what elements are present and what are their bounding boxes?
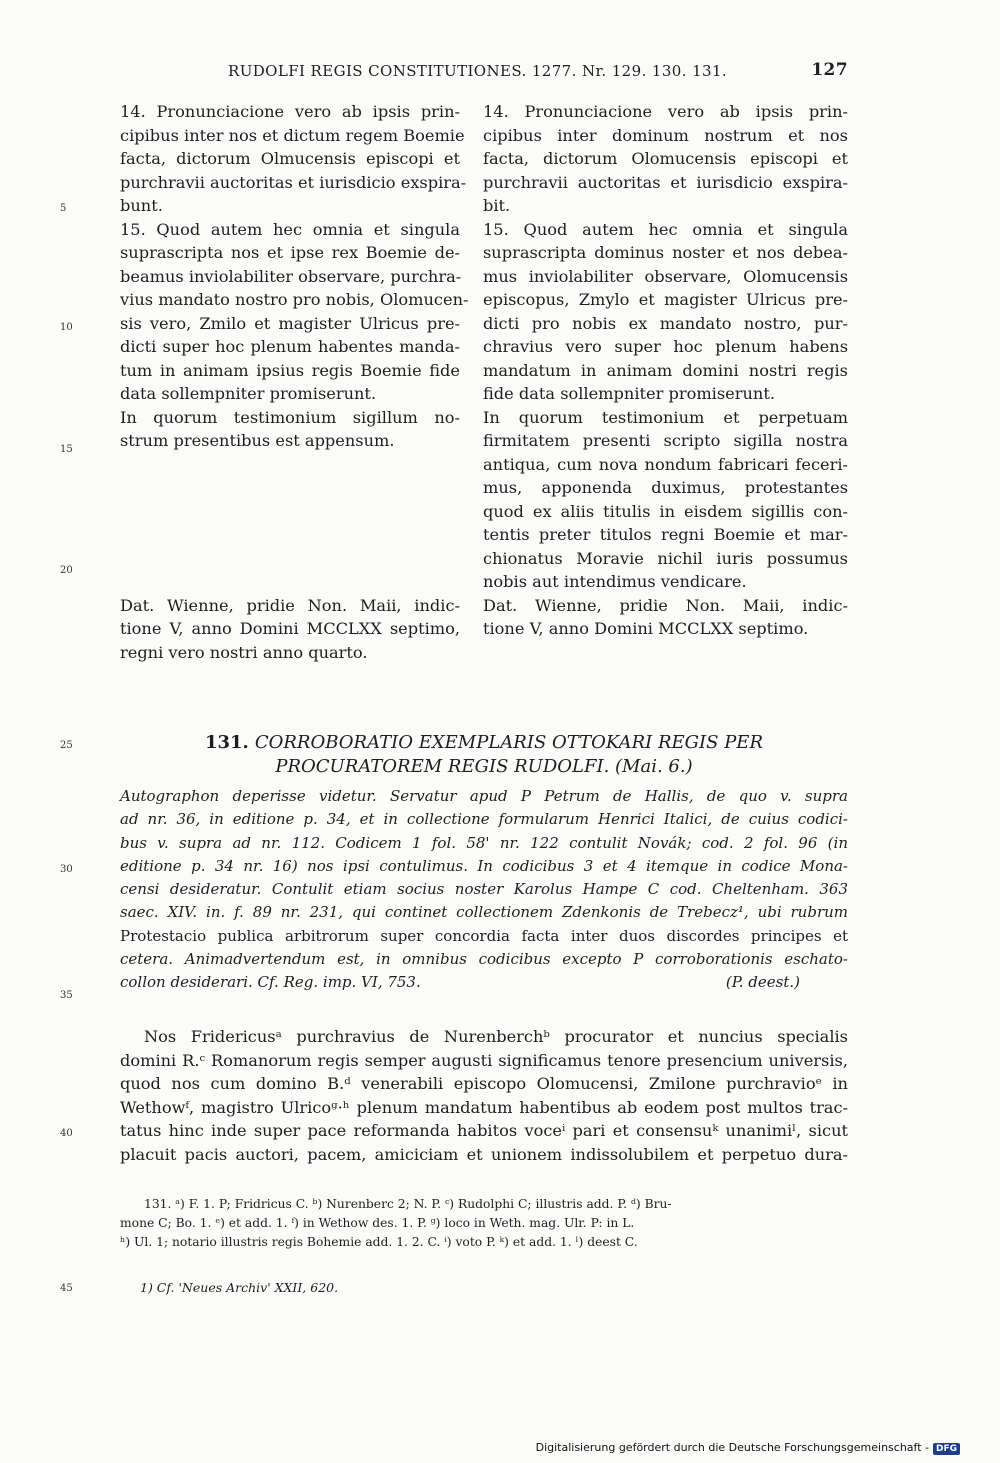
intro-line: editione p. 34 nr. 16) nos ipsi contulimus. In codicibus 3 et 4 itemque in codice Mona- <box>120 856 848 875</box>
left-line: 15. Quod autem hec omnia et singula <box>120 219 460 239</box>
footnotes <box>120 1195 848 1252</box>
footnote-reference: 1) Cf. 'Neues Archiv' XXII, 620. <box>140 1280 339 1295</box>
footnote-line: mone C; Bo. 1. ᵉ) et add. 1. ᶠ) in Wethow des. 1. P. ᵍ) loco in Weth. mag. Ulr. P: in L. <box>120 1216 635 1230</box>
right-line: chravius vero super hoc plenum habens <box>483 337 848 356</box>
body-line: Wethowᶠ, magistro Ulricoᵍ·ʰ plenum mandatum habentibus ab eodem post multos trac- <box>120 1097 848 1117</box>
left-line: vius mandato nostro pro nobis, Olomucen- <box>120 290 469 309</box>
left-line: strum presentibus est appensum. <box>120 431 395 450</box>
left-line: dicti super hoc plenum habentes manda- <box>120 337 460 356</box>
left-dat-line: regni vero nostri anno quarto. <box>120 642 368 662</box>
right-line: nobis aut intendimus vendicare. <box>483 572 747 591</box>
credit-text: Digitalisierung gefördert durch die Deutsche Forschungsgemeinschaft - <box>535 1441 929 1454</box>
line-number: 5 <box>60 203 67 214</box>
footnote-line: 131. ᵃ) F. 1. P; Fridricus C. ᵇ) Nurenberc 2; N. P. ᶜ) Rudolphi C; illustris add. P. ᵈ) Bru- <box>144 1197 672 1211</box>
intro-line: Protestacio publica arbitrorum super concordia facta inter duos discordes principes et <box>120 926 848 945</box>
title-line-2: PROCURATOREM REGIS RUDOLFI. (Mai. 6.) <box>275 756 693 777</box>
charter-text <box>120 1025 848 1167</box>
right-line: episcopus, Zmylo et magister Ulricus pre- <box>483 290 848 309</box>
page-number: 127 <box>811 60 848 80</box>
right-line: Dat. Wienne, pridie Non. Maii, indic- <box>483 595 848 615</box>
left-line: cipibus inter nos et dictum regem Boemie <box>120 125 465 145</box>
left-line: 14. Pronunciacione vero ab ipsis prin- <box>120 102 460 121</box>
dfg-logo: DFG <box>933 1443 960 1455</box>
left-line: suprascripta nos et ipse rex Boemie de- <box>120 243 460 262</box>
right-line: mus, apponenda duximus, protestantes <box>483 478 848 497</box>
right-line: In quorum testimonium et perpetuam <box>483 407 848 427</box>
right-line: tione V, anno Domini MCCLXX septimo. <box>483 619 809 638</box>
body-line: placuit pacis auctori, pacem, amiciciam et unionem indissolubilem et perpetuo dura- <box>120 1144 848 1164</box>
right-line: facta, dictorum Olomucensis episcopi et <box>483 149 848 168</box>
document-number: 131. <box>204 732 249 753</box>
right-line: purchravii auctoritas et iurisdicio exspira- <box>483 172 848 192</box>
footnote-line: ʰ) Ul. 1; notario illustris regis Bohemie add. 1. 2. C. ⁱ) voto P. ᵏ) et add. 1. ˡ) deest C. <box>120 1235 638 1249</box>
right-line: mandatum in animam domini nostri regis <box>483 360 848 380</box>
right-line: fide data sollempniter promiserunt. <box>483 384 775 403</box>
body-line: domini R.ᶜ Romanorum regis semper augusti significamus tenore presencium universis, <box>120 1050 848 1070</box>
left-line: bunt. <box>120 196 163 215</box>
line-number: 30 <box>60 864 73 875</box>
line-number: 40 <box>60 1128 73 1139</box>
left-line: data sollempniter promiserunt. <box>120 384 377 403</box>
intro-line: cetera. Animadvertendum est, in omnibus codicibus excepto P corroborationis eschato- <box>120 950 848 969</box>
intro-line: censi desideratur. Contulit etiam socius noster Karolus Hampe C cod. Cheltenham. 363 <box>120 880 848 899</box>
running-header <box>228 62 848 80</box>
line-number: 10 <box>60 322 73 333</box>
right-line: chionatus Moravie nichil iuris possumus <box>483 548 848 568</box>
right-line: suprascripta dominus noster et nos debea- <box>483 243 848 262</box>
left-line: purchravii auctoritas et iurisdicio exspira- <box>120 172 467 192</box>
right-line: firmitatem presenti scripto sigilla nostra <box>483 431 848 450</box>
left-line: sis vero, Zmilo et magister Ulricus pre- <box>120 313 460 333</box>
intro-line: ad nr. 36, in editione p. 34, et in collectione formularum Henrici Italici, de cuius codici- <box>120 810 848 829</box>
right-column <box>483 100 848 641</box>
left-line: facta, dictorum Olmucensis episcopi et <box>120 149 460 168</box>
editorial-intro <box>120 785 848 995</box>
right-line: 15. Quod autem hec omnia et singula <box>483 219 848 239</box>
right-line: tentis preter titulos regni Boemie et mar- <box>483 525 848 544</box>
left-column <box>120 100 469 664</box>
right-line: quod ex aliis titulis in eisdem sigillis con- <box>483 501 848 521</box>
right-line: bit. <box>483 196 511 215</box>
running-title: RUDOLFI REGIS CONSTITUTIONES. 1277. Nr. 129. 130. 131. <box>228 62 728 80</box>
line-number: 25 <box>60 740 73 751</box>
intro-line: Autographon deperisse videtur. Servatur apud P Petrum de Hallis, de quo v. supra <box>120 787 848 805</box>
line-number: 35 <box>60 990 73 1001</box>
intro-line: saec. XIV. in. f. 89 nr. 231, qui continet collectionem Zdenkonis de Trebecz¹, ubi rubrum <box>120 903 848 922</box>
intro-line: bus v. supra ad nr. 112. Codicem 1 fol. 58' nr. 122 contulit Novák; cod. 2 fol. 96 (in <box>120 833 848 852</box>
left-dat-line: tione V, anno Domini MCCLXX septimo, <box>120 619 460 638</box>
line-number: 45 <box>60 1283 73 1294</box>
intro-note: (P. deest.) <box>725 973 800 991</box>
intro-line: collon desiderari. Cf. Reg. imp. VI, 753. <box>120 973 421 992</box>
body-line: Nos Fridericusᵃ purchravius de Nurenberchᵇ procurator et nuncius specialis <box>144 1027 848 1046</box>
document-title <box>120 731 848 779</box>
body-line: quod nos cum domino B.ᵈ venerabili episcopo Olomucensi, Zmilone purchravioᵉ in <box>120 1074 848 1094</box>
right-line: 14. Pronunciacione vero ab ipsis prin- <box>483 102 848 121</box>
left-line: In quorum testimonium sigillum no- <box>120 407 460 427</box>
line-number: 15 <box>60 444 73 455</box>
right-line: antiqua, cum nova nondum fabricari feceri- <box>483 454 848 474</box>
body-line: tatus hinc inde super pace reformanda habitos voceⁱ pari et consensuᵏ unanimiˡ, sicut <box>120 1121 848 1141</box>
right-line: dicti pro nobis ex mandato nostro, pur- <box>483 313 848 333</box>
left-dat-line: Dat. Wienne, pridie Non. Maii, indic- <box>120 595 460 615</box>
digitization-credit <box>536 1441 960 1455</box>
right-line: cipibus inter dominum nostrum et nos <box>483 125 848 145</box>
title-line-1: CORROBORATIO EXEMPLARIS OTTOKARI REGIS PER <box>254 732 764 753</box>
right-line: mus inviolabiliter observare, Olomucensis <box>483 266 848 286</box>
left-line: beamus inviolabiliter observare, purchra- <box>120 266 462 286</box>
line-number: 20 <box>60 565 73 576</box>
left-line: tum in animam ipsius regis Boemie fide <box>120 360 460 380</box>
